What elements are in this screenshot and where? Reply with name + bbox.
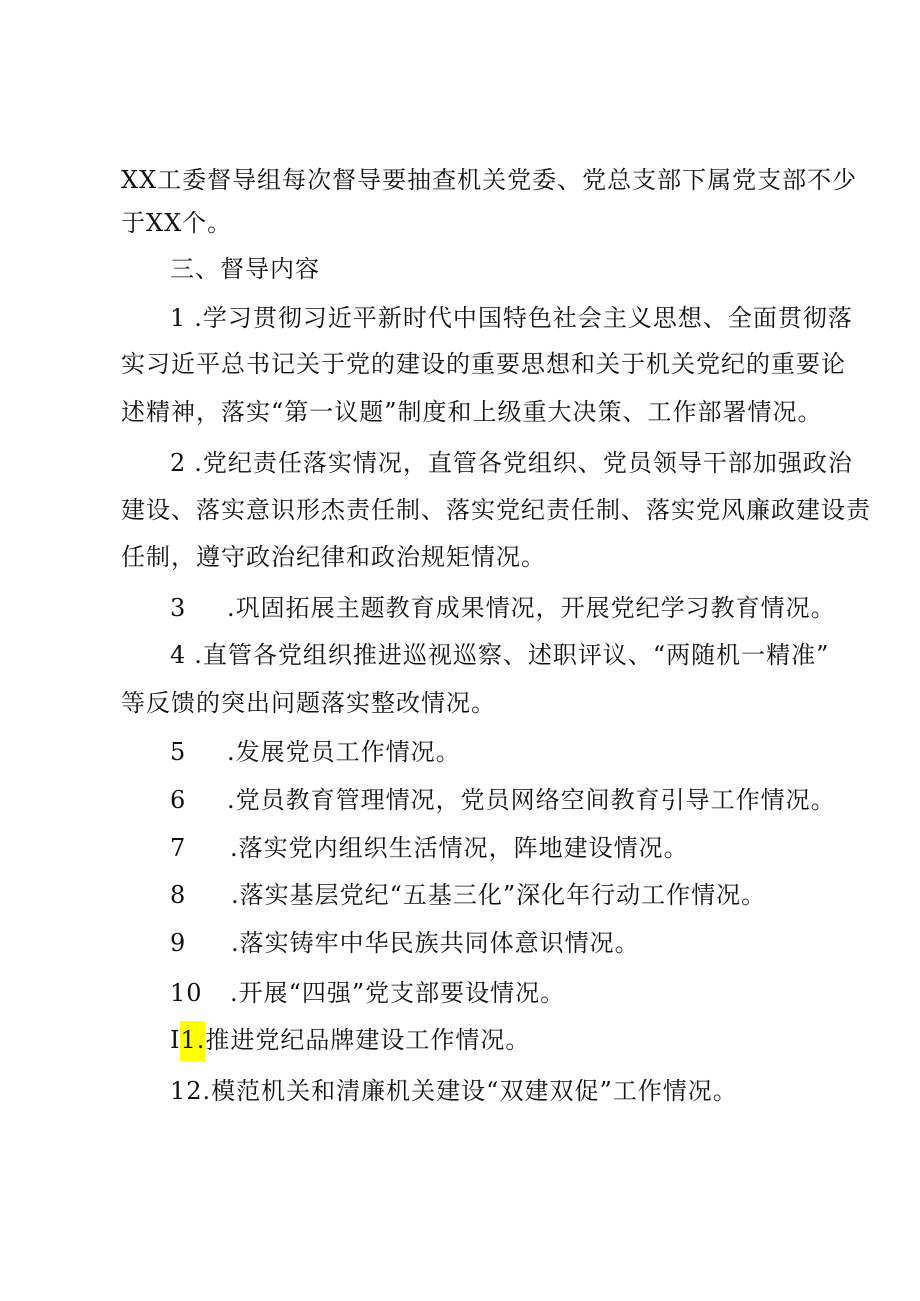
item-text: .发展党员工作情况。 <box>227 738 461 766</box>
item-number-prefix: I <box>170 1026 181 1054</box>
item-number: 2 <box>170 449 187 477</box>
paragraph-line: 实习近平总书记关于党的建设的重要思想和关于机关党纪的重要论 <box>121 350 846 378</box>
item-number: 6 <box>170 786 187 814</box>
list-item <box>170 880 766 910</box>
item-text: .直管各党组织推进巡视巡察、述职评议、“两随机一精准” <box>194 641 830 669</box>
item-text: .模范机关和清廉机关建设“双建双促”工作情况。 <box>202 1077 738 1105</box>
list-item <box>170 593 836 623</box>
item-text: 推进党纪品牌建设工作情况。 <box>205 1026 531 1054</box>
section-heading: 三、督导内容 <box>170 255 320 283</box>
item-number: 9 <box>170 929 187 957</box>
paragraph-line: 建设、落实意识形杰责任制、落实党纪责任制、落实党风廉政建设责 <box>121 496 871 524</box>
item-number: 4 <box>170 641 187 669</box>
paragraph-line: 述精神，落实“第一议题”制度和上级重大决策、工作部署情况。 <box>121 398 823 426</box>
item-text: .巩固拓展主题教育成果情况，开展党纪学习教育情况。 <box>227 594 836 622</box>
item-number: 7 <box>170 834 187 862</box>
paragraph-line: 任制，遵守政治纪律和政治规矩情况。 <box>121 543 546 571</box>
item-text: .落实党内组织生活情况，阵地建设情况。 <box>230 834 689 862</box>
list-item <box>170 303 853 333</box>
list-item <box>170 978 565 1008</box>
paragraph-line: 等反馈的突出问题落实整改情况。 <box>121 689 496 717</box>
item-text: .落实基层党纪“五基三化”深化年行动工作情况。 <box>231 881 767 909</box>
item-text: .党纪责任落实情况，直管各党组织、党员领导干部加强政治 <box>194 449 853 477</box>
list-item <box>170 1025 530 1061</box>
list-item <box>170 640 829 670</box>
list-item <box>170 1076 738 1106</box>
item-number: 10 <box>170 979 203 1007</box>
item-text: .党员教育管理情况，党员网络空间教育引导工作情况。 <box>227 786 836 814</box>
highlighted-item-number: 1. <box>180 1021 205 1061</box>
item-number: 8 <box>170 881 187 909</box>
item-text: .开展“四强”党支部要设情况。 <box>230 979 566 1007</box>
list-item <box>170 737 461 767</box>
item-number: 12 <box>170 1077 203 1105</box>
item-text: .落实铸牢中华民族共同体意识情况。 <box>231 929 640 957</box>
list-item <box>170 833 689 863</box>
item-number: 1 <box>170 304 187 332</box>
paragraph-line: 于XX个。 <box>121 209 233 237</box>
paragraph-line: XX工委督导组每次督导要抽查机关党委、党总支部下属党支部不少 <box>121 166 858 194</box>
item-number: 5 <box>170 738 187 766</box>
item-number: 3 <box>170 594 187 622</box>
list-item <box>170 448 853 478</box>
item-text: .学习贯彻习近平新时代中国特色社会主义思想、全面贯彻落 <box>194 304 853 332</box>
list-item <box>170 928 640 958</box>
list-item <box>170 785 836 815</box>
